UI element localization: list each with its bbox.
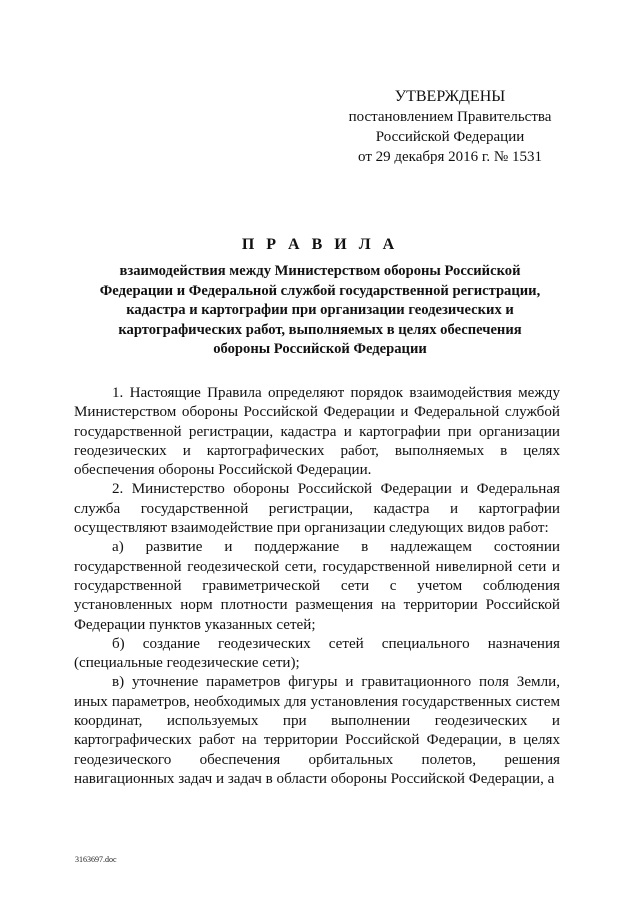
document-title: П Р А В И Л А — [241, 236, 399, 253]
approval-line: Российской Федерации — [375, 129, 525, 145]
paragraph-2c: в) уточнение параметров фигуры и гравитационного поля Земли, иных параметров, необходимых для установления государственных систем координат, используемых при выполнении геодезических и картографических работ на территории Российской Федерации, в целях геодезического обеспечения орбитальных полетов, решения навигационных задач и задач в области обороны Российской Федерации, а — [74, 674, 560, 787]
document-body — [74, 384, 560, 789]
approval-line: постановлением Правительства — [348, 109, 552, 125]
file-name-footer: 3163697.doc — [75, 855, 117, 864]
approval-block — [330, 87, 570, 167]
paragraph-2: 2. Министерство обороны Российской Федерации и Федеральная служба государственной регистрации, кадастра и картографии осуществляют взаимодействие при организации следующих видов работ: — [74, 481, 560, 537]
document-subtitle: взаимодействия между Министерством обороны Российской Федерации и Федеральной службой государственной регистрации, кадастра и картографии при организации геодезических и картографических работ, выполняемых в целях обеспечения обороны Российской Федерации — [99, 263, 541, 357]
approval-heading: УТВЕРЖДЕНЫ — [394, 88, 506, 105]
paragraph-1: 1. Настоящие Правила определяют порядок взаимодействия между Министерством обороны Российской Федерации и Федеральной службой государственной регистрации, кадастра и картографии при организации геодезических и картографических работ, выполняемых в целях обеспечения обороны Российской Федерации. — [74, 385, 560, 479]
paragraph-2b: б) создание геодезических сетей специального назначения (специальные геодезические сети); — [74, 635, 560, 672]
approval-date-number: от 29 декабря 2016 г. № 1531 — [358, 149, 542, 165]
paragraph-2a: а) развитие и поддержание в надлежащем состоянии государственной геодезической сети, государственной нивелирной сети и государственной гравиметрической сети с учетом соблюдения установленных норм плотности размещения на территории Российской Федерации пунктов указанных сетей; — [74, 539, 560, 633]
